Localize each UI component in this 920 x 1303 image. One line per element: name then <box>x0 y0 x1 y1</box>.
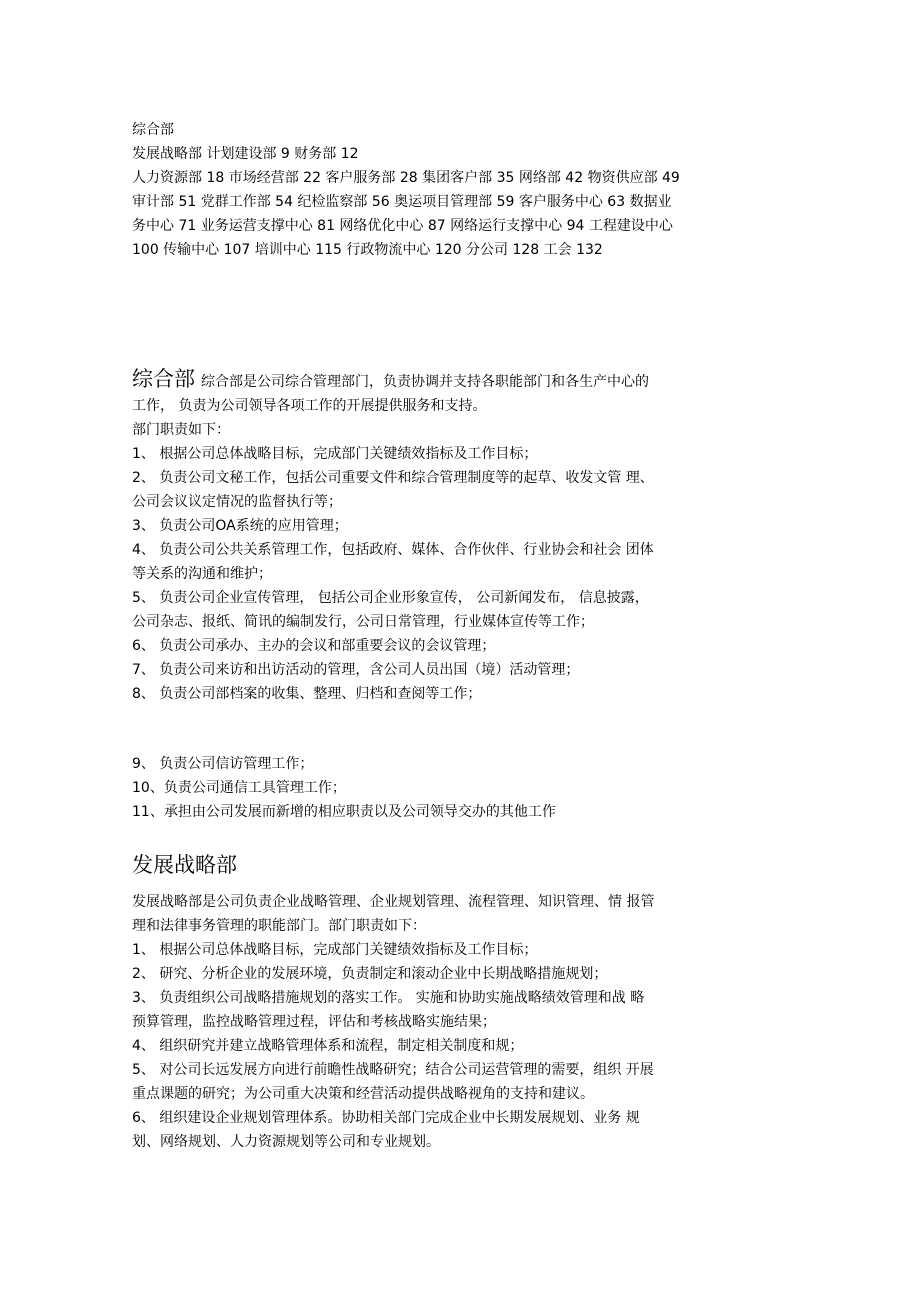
toc-line: 人力资源部 18 市场经营部 22 客户服务部 28 集团客户部 35 网络部 42 物资供应部 49 <box>132 170 680 186</box>
toc-line: 务中心 71 业务运营支撑中心 81 网络优化中心 87 网络运行支撑中心 94 工程建设中心 <box>132 218 673 234</box>
duty-item: 7、 负责公司来访和出访活动的管理，含公司人员出国（境）活动管理； <box>132 662 580 678</box>
duty-item: 2、 负责公司文秘工作，包括公司重要文件和综合管理制度等的起草、收发文管 理、 <box>132 470 654 486</box>
duty-item: 1、 根据公司总体战略目标，完成部门关键绩效指标及工作目标； <box>132 446 538 462</box>
duty-item: 9、 负责公司信访管理工作； <box>132 756 314 772</box>
duty-item: 5、 对公司长远发展方向进行前瞻性战略研究；结合公司运营管理的需要，组织 开展 <box>132 1062 654 1078</box>
duty-item: 预算管理，监控战略管理过程，评估和考核战略实施结果； <box>132 1014 496 1030</box>
section-general-office <box>132 364 792 824</box>
duty-item: 5、 负责公司企业宣传管理， 包括公司企业形象宣传， 公司新闻发布， 信息披露， <box>132 590 649 606</box>
toc-line: 发展战略部 计划建设部 9 财务部 12 <box>132 146 359 162</box>
section-intro-continued: 工作， 负责为公司领导各项工作的开展提供服务和支持。 <box>132 398 487 414</box>
duty-item: 公司会议议定情况的监督执行等； <box>132 494 342 510</box>
document-page <box>132 118 792 1154</box>
duty-item: 划、网络规划、人力资源规划等公司和专业规划。 <box>132 1134 440 1150</box>
table-of-contents <box>132 118 792 262</box>
duty-item: 8、 负责公司部档案的收集、整理、归档和查阅等工作； <box>132 686 482 702</box>
duty-item: 公司杂志、报纸、简讯的编制发行，公司日常管理，行业媒体宣传等工作； <box>132 614 594 630</box>
duty-item: 6、 负责公司承办、主办的会议和部重要会议的会议管理； <box>132 638 496 654</box>
duty-item: 11、承担由公司发展而新增的相应职责以及公司领导交办的其他工作 <box>132 804 556 820</box>
duty-item: 6、 组织建设企业规划管理体系。协助相关部门完成企业中长期发展规划、业务 规 <box>132 1110 640 1126</box>
toc-title: 综合部 <box>132 122 174 138</box>
toc-line: 审计部 51 党群工作部 54 纪检监察部 56 奥运项目管理部 59 客户服务中心 63 数据业 <box>132 194 672 210</box>
duty-item: 4、 组织研究并建立战略管理体系和流程，制定相关制度和规； <box>132 1038 524 1054</box>
toc-line: 100 传输中心 107 培训中心 115 行政物流中心 120 分公司 128 工会 132 <box>132 242 603 258</box>
duty-heading: 部门职责如下： <box>132 422 230 438</box>
duty-item: 3、 负责组织公司战略措施规划的落实工作。 实施和协助实施战略绩效管理和战 略 <box>132 990 645 1006</box>
paragraph-line: 理和法律事务管理的职能部门。部门职责如下： <box>132 918 426 934</box>
duty-item: 重点课题的研究；为公司重大决策和经营活动提供战略视角的支持和建议。 <box>132 1086 594 1102</box>
section-title: 综合部 <box>132 367 195 391</box>
duty-item: 4、 负责公司公共关系管理工作，包括政府、媒体、合作伙伴、行业协会和社会 团体 <box>132 542 654 558</box>
paragraph-line: 发展战略部是公司负责企业战略管理、企业规划管理、流程管理、知识管理、情 报管 <box>132 894 655 910</box>
duty-item: 3、 负责公司OA系统的应用管理； <box>132 518 348 534</box>
section-title: 发展战略部 <box>132 853 237 877</box>
duty-item: 10、负责公司通信工具管理工作； <box>132 780 346 796</box>
duty-item: 2、 研究、分析企业的发展环境，负责制定和滚动企业中长期战略措施规划； <box>132 966 608 982</box>
duty-item: 1、 根据公司总体战略目标，完成部门关键绩效指标及工作目标； <box>132 942 538 958</box>
section-strategy-department <box>132 850 792 1154</box>
duty-item: 等关系的沟通和维护； <box>132 566 272 582</box>
section-intro: 综合部是公司综合管理部门，负责协调并支持各职能部门和各生产中心的 <box>201 374 649 390</box>
